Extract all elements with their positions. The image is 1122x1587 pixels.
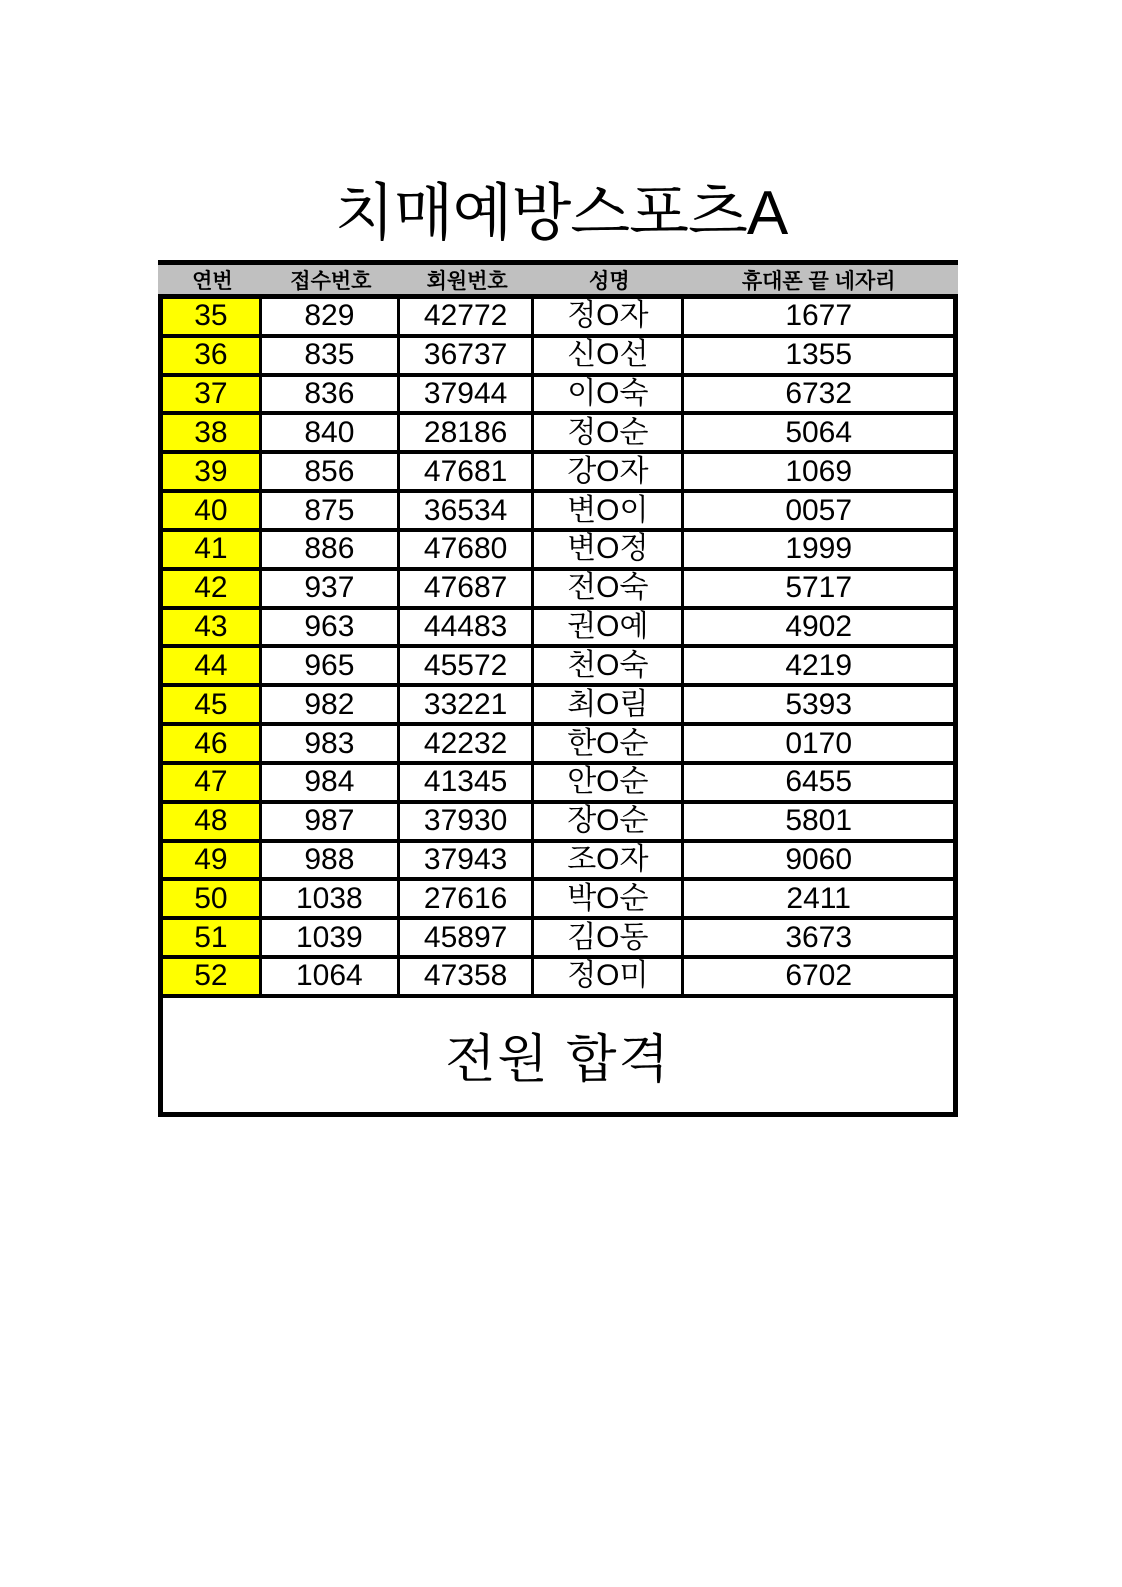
receipt-number-cell: 983: [262, 726, 400, 761]
phone-last4-cell: 6732: [785, 377, 853, 411]
name-cell: 안O순: [534, 765, 684, 800]
header-phone-last4: 휴대폰 끝 네자리: [741, 269, 896, 293]
name-cell: 조O자: [534, 843, 684, 878]
table-row: [163, 532, 953, 571]
applicants-table: [158, 260, 958, 1117]
serial-cell: 46: [163, 726, 262, 761]
serial-cell: 42: [163, 571, 262, 606]
serial-cell: 38: [163, 415, 262, 450]
serial-cell: 44: [163, 648, 262, 683]
receipt-number-cell: 1039: [262, 920, 400, 955]
receipt-number-cell: 875: [262, 493, 400, 528]
serial-cell: 39: [163, 454, 262, 489]
phone-last4-cell: 0170: [785, 726, 853, 760]
serial-cell: 51: [163, 920, 262, 955]
receipt-number-cell: 984: [262, 765, 400, 800]
table-row: [163, 648, 953, 687]
receipt-number-cell: 987: [262, 804, 400, 839]
name-cell: 변O이: [534, 493, 684, 528]
phone-last4-cell: 3673: [785, 920, 853, 954]
serial-cell: 40: [163, 493, 262, 528]
phone-last4-cell: 9060: [785, 843, 853, 876]
table-row: [163, 920, 953, 959]
table-row: [163, 571, 953, 610]
member-number-cell: 47681: [400, 454, 534, 489]
header-member-number: 회원번호: [426, 269, 508, 293]
receipt-number-cell: 963: [262, 610, 400, 645]
phone-last4-cell: 2411: [786, 881, 851, 915]
receipt-number-cell: 982: [262, 687, 400, 722]
summary-banner: 전원 합격: [163, 998, 953, 1112]
phone-last4-cell: 4219: [785, 648, 853, 682]
member-number-cell: 37930: [400, 804, 534, 839]
table-row: [163, 299, 953, 338]
header-serial: 연번: [192, 269, 233, 293]
receipt-number-cell: 937: [262, 571, 400, 606]
member-number-cell: 42772: [400, 299, 534, 334]
table-row: [163, 454, 953, 493]
member-number-cell: 36737: [400, 338, 534, 373]
table-body: [163, 299, 953, 998]
serial-cell: 35: [163, 299, 262, 334]
member-number-cell: 37943: [400, 843, 534, 878]
member-number-cell: 28186: [400, 415, 534, 450]
serial-cell: 47: [163, 765, 262, 800]
name-cell: 전O숙: [534, 571, 684, 606]
name-cell: 천O숙: [534, 648, 684, 683]
member-number-cell: 45897: [400, 920, 534, 955]
receipt-number-cell: 1064: [262, 959, 400, 994]
member-number-cell: 42232: [400, 726, 534, 761]
phone-last4-cell: 4902: [785, 610, 853, 644]
phone-last4-cell: 5801: [785, 804, 853, 838]
name-cell: 김O동: [534, 920, 684, 955]
receipt-number-cell: 835: [262, 338, 400, 373]
name-cell: 이O숙: [534, 377, 684, 412]
serial-cell: 41: [163, 532, 262, 567]
phone-last4-cell: 5393: [785, 687, 853, 721]
header-receipt-number: 접수번호: [290, 269, 372, 293]
table-row: [163, 959, 953, 998]
phone-last4-cell: 1355: [785, 338, 853, 372]
name-cell: 강O자: [534, 454, 684, 489]
page-title: 치매예방스포츠A: [334, 179, 788, 248]
receipt-number-cell: 840: [262, 415, 400, 450]
name-cell: 장O순: [534, 804, 684, 839]
phone-last4-cell: 5717: [785, 571, 853, 605]
member-number-cell: 27616: [400, 881, 534, 916]
receipt-number-cell: 988: [262, 843, 400, 878]
table-row: [163, 493, 953, 532]
table-row: [163, 765, 953, 804]
receipt-number-cell: 965: [262, 648, 400, 683]
name-cell: 한O순: [534, 726, 684, 761]
phone-last4-cell: 5064: [785, 415, 853, 449]
phone-last4-cell: 1069: [785, 454, 853, 488]
serial-cell: 52: [163, 959, 262, 994]
receipt-number-cell: 829: [262, 299, 400, 334]
serial-cell: 45: [163, 687, 262, 722]
receipt-number-cell: 886: [262, 532, 400, 567]
name-cell: 정O자: [534, 299, 684, 334]
table-row: [163, 843, 953, 882]
table-row: [163, 377, 953, 416]
serial-cell: 48: [163, 804, 262, 839]
member-number-cell: 33221: [400, 687, 534, 722]
name-cell: 권O예: [534, 610, 684, 645]
name-cell: 박O순: [534, 881, 684, 916]
serial-cell: 37: [163, 377, 262, 412]
receipt-number-cell: 836: [262, 377, 400, 412]
member-number-cell: 47680: [400, 532, 534, 567]
member-number-cell: 45572: [400, 648, 534, 683]
phone-last4-cell: 0057: [785, 493, 853, 527]
name-cell: 최O림: [534, 687, 684, 722]
serial-cell: 49: [163, 843, 262, 878]
member-number-cell: 47687: [400, 571, 534, 606]
table-row: [163, 726, 953, 765]
phone-last4-cell: 1677: [785, 299, 853, 333]
serial-cell: 43: [163, 610, 262, 645]
phone-last4-cell: 1999: [785, 532, 853, 566]
table-row: [163, 804, 953, 843]
name-cell: 정O미: [534, 959, 684, 994]
serial-cell: 36: [163, 338, 262, 373]
table-row: [163, 415, 953, 454]
member-number-cell: 44483: [400, 610, 534, 645]
table-row: [163, 881, 953, 920]
name-cell: 정O순: [534, 415, 684, 450]
member-number-cell: 47358: [400, 959, 534, 994]
member-number-cell: 36534: [400, 493, 534, 528]
name-cell: 변O정: [534, 532, 684, 567]
member-number-cell: 37944: [400, 377, 534, 412]
phone-last4-cell: 6702: [785, 959, 853, 993]
table-body-wrap: [158, 299, 958, 1117]
receipt-number-cell: 1038: [262, 881, 400, 916]
receipt-number-cell: 856: [262, 454, 400, 489]
name-cell: 신O선: [534, 338, 684, 373]
member-number-cell: 41345: [400, 765, 534, 800]
table-row: [163, 687, 953, 726]
serial-cell: 50: [163, 881, 262, 916]
phone-last4-cell: 6455: [785, 765, 853, 799]
table-header-row: [158, 260, 958, 299]
header-name: 성명: [589, 269, 630, 293]
table-row: [163, 338, 953, 377]
table-row: [163, 610, 953, 649]
